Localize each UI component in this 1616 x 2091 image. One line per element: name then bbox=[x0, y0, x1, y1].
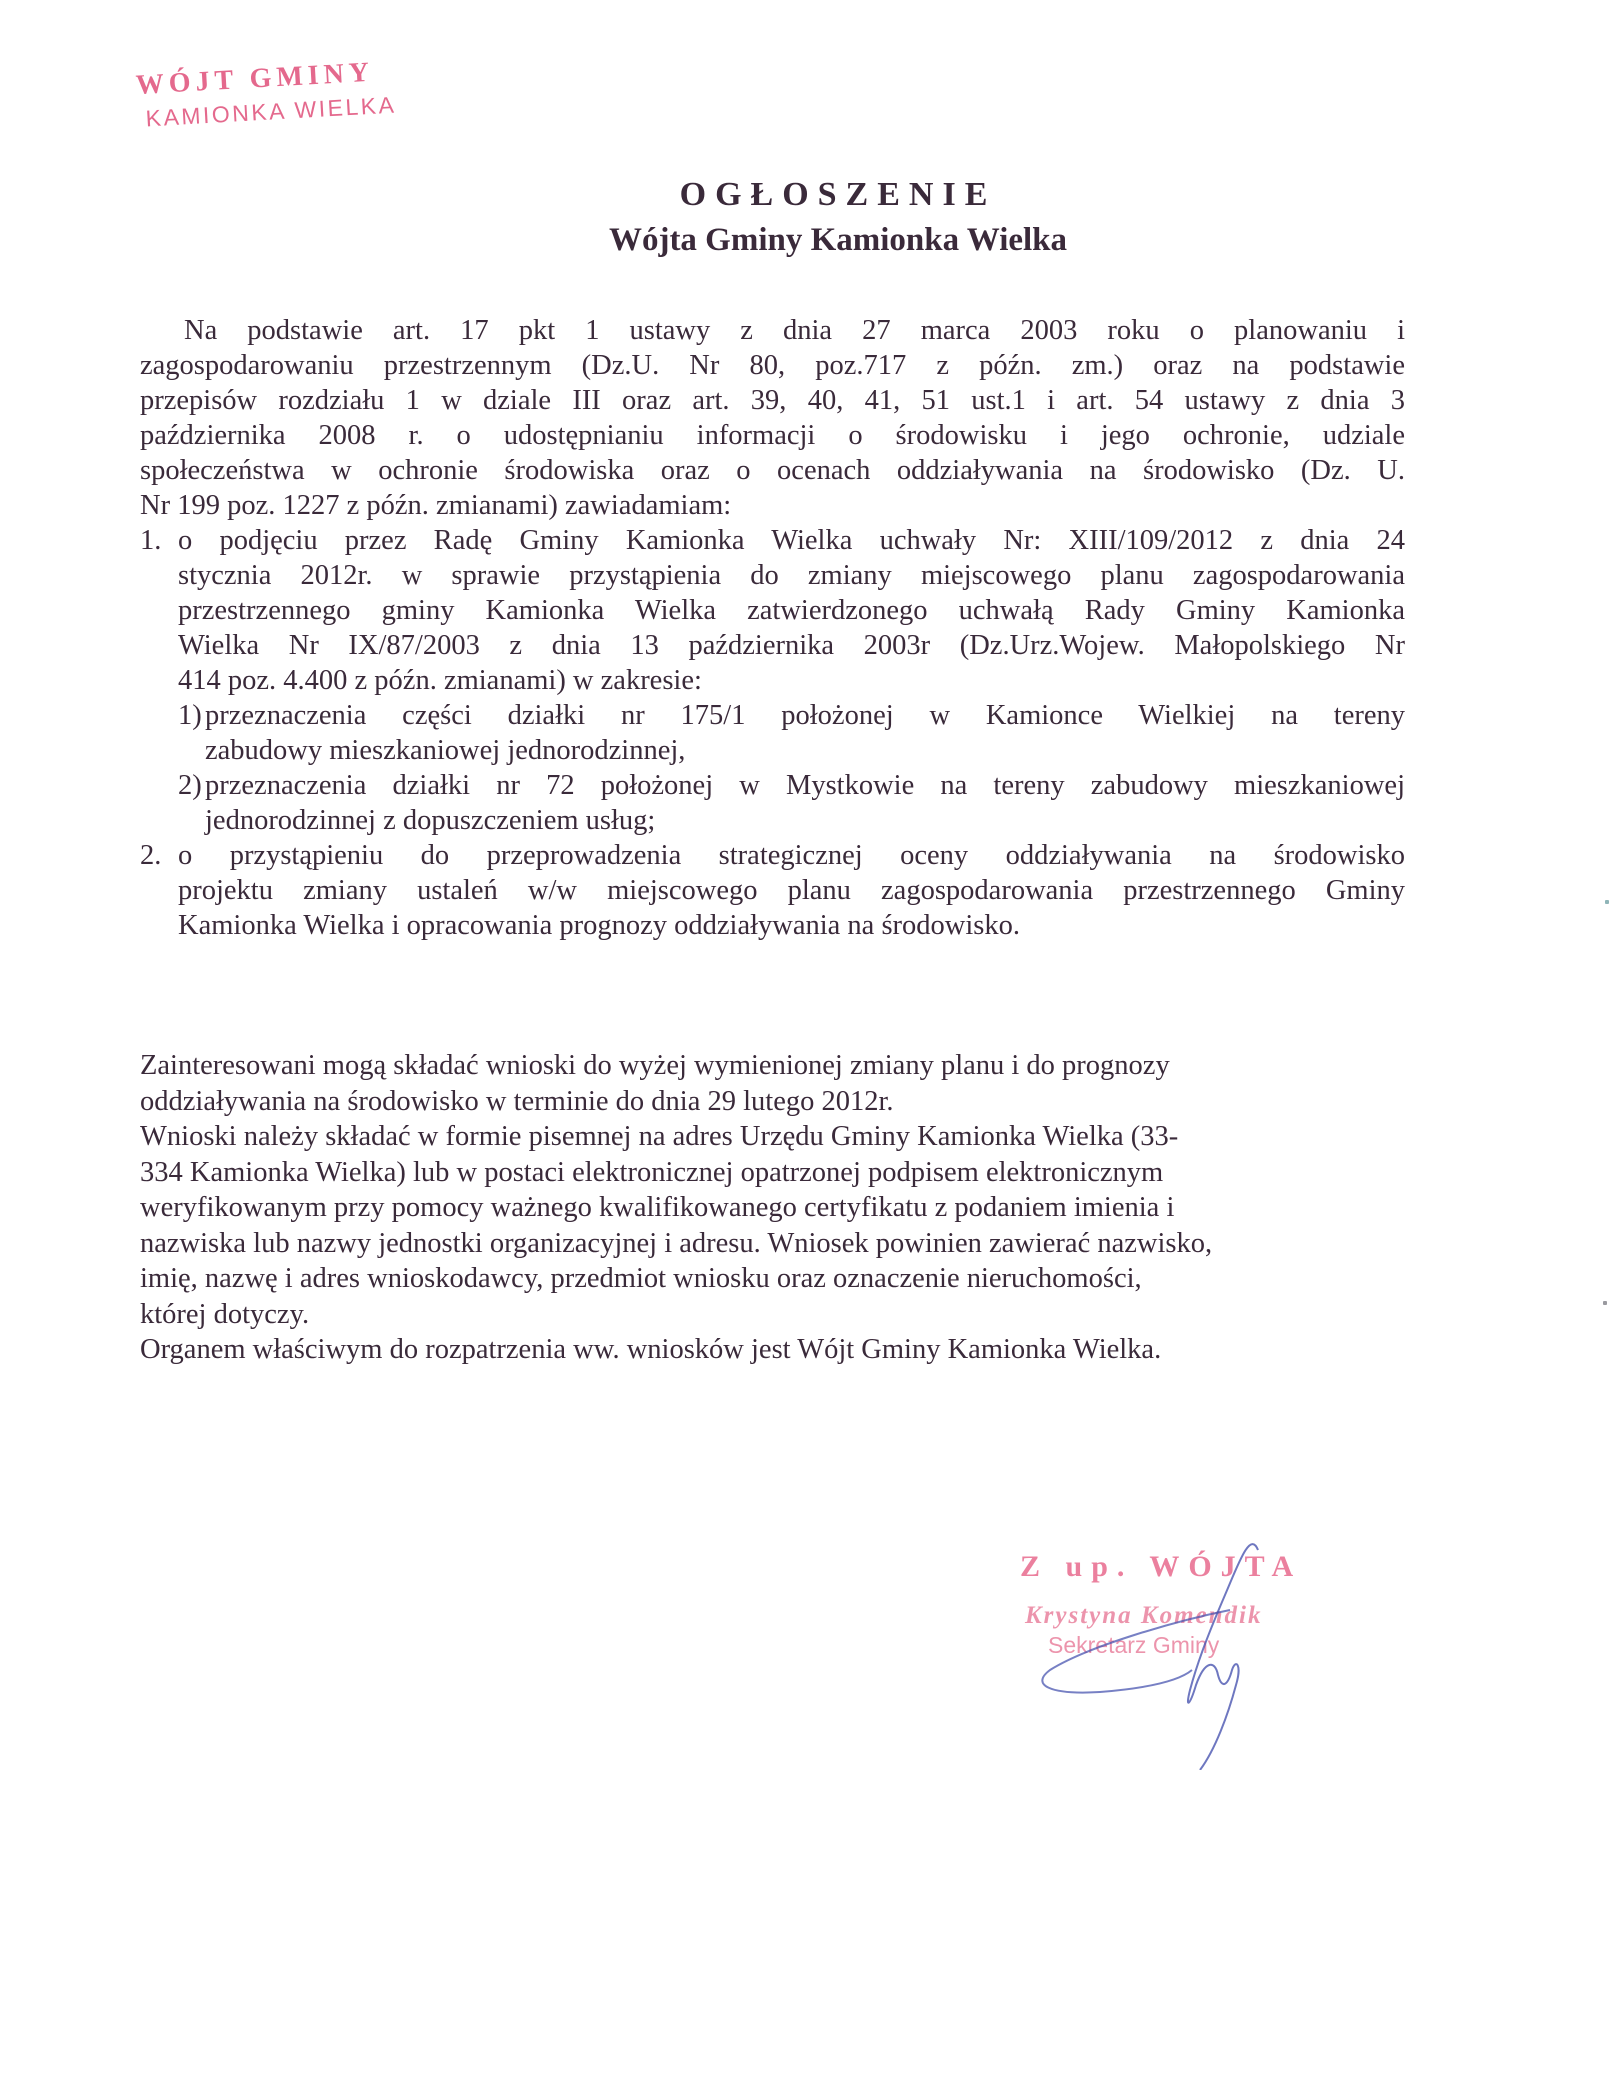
closing-line: której dotyczy. bbox=[140, 1298, 310, 1330]
closing-line: oddziaływania na środowisko w terminie do dnia 29 lutego 2012r. bbox=[140, 1085, 894, 1117]
sub-item-1 bbox=[140, 698, 1405, 768]
scan-speck bbox=[1603, 1301, 1607, 1305]
list-item-line: Wielka Nr IX/87/2003 z dnia 13 października 2003r (Dz.Urz.Wojew. Małopolskiego Nr bbox=[178, 630, 1405, 661]
sub-item-line: zabudowy mieszkaniowej jednorodzinnej, bbox=[205, 735, 686, 766]
list-item-number: 1. bbox=[140, 525, 162, 556]
signature-stamp-line-1: Z up. WÓJTA bbox=[1020, 1550, 1303, 1583]
list-item-2 bbox=[140, 838, 1405, 943]
signature-stamp-role: Sekretarz Gminy bbox=[1048, 1632, 1220, 1658]
list-item-line: o przystąpieniu do przeprowadzenia strategicznej oceny oddziaływania na środowisko bbox=[178, 840, 1405, 871]
closing-line: 334 Kamionka Wielka) lub w postaci elektronicznej opatrzonej podpisem elektronicznym bbox=[140, 1156, 1164, 1188]
stamp-line-2: KAMIONKA WIELKA bbox=[144, 91, 398, 132]
list-item-number: 2. bbox=[140, 840, 162, 871]
sub-item-line: przeznaczenia działki nr 72 położonej w Mystkowie na tereny zabudowy mieszkaniowej bbox=[205, 770, 1405, 801]
sub-item-2 bbox=[140, 768, 1405, 838]
list-item-line: o podjęciu przez Radę Gminy Kamionka Wielka uchwały Nr: XIII/109/2012 z dnia 24 bbox=[178, 525, 1405, 556]
closing-line: weryfikowanym przy pomocy ważnego kwalifikowanego certyfikatu z podaniem imienia i bbox=[140, 1192, 1175, 1223]
document-title: OGŁOSZENIE bbox=[679, 176, 997, 213]
closing-line: imię, nazwę i adres wnioskodawcy, przedmiot wniosku oraz oznaczenie nieruchomości, bbox=[140, 1263, 1142, 1294]
closing-line: Zainteresowani mogą składać wnioski do wyżej wymienionej zmiany planu i do prognozy bbox=[140, 1050, 1170, 1081]
announcement-body bbox=[140, 313, 1405, 943]
closing-section bbox=[140, 1048, 1405, 1368]
intro-line: października 2008 r. o udostępnianiu informacji o środowisku i jego ochronie, udziale bbox=[140, 420, 1405, 451]
sub-item-line: przeznaczenia części działki nr 175/1 położonej w Kamionce Wielkiej na tereny bbox=[205, 700, 1405, 731]
intro-line: społeczeństwa w ochronie środowiska oraz o ocenach oddziaływania na środowisko (Dz. U. bbox=[140, 455, 1405, 486]
sub-item-line: jednorodzinnej z dopuszczeniem usług; bbox=[205, 805, 656, 836]
list-item-line: projektu zmiany ustaleń w/w miejscowego planu zagospodarowania przestrzennego Gminy bbox=[178, 875, 1405, 906]
list-item-1 bbox=[140, 523, 1405, 838]
document-subtitle: Wójta Gminy Kamionka Wielka bbox=[608, 222, 1068, 258]
closing-line: Wnioski należy składać w formie pisemnej na adres Urzędu Gminy Kamionka Wielka (33- bbox=[140, 1121, 1179, 1152]
intro-line: przepisów rozdziału 1 w dziale III oraz art. 39, 40, 41, 51 ust.1 i art. 54 ustawy z dnia 3 bbox=[140, 385, 1405, 416]
signature-stamp-name: Krystyna Komendik bbox=[1025, 1602, 1263, 1629]
list-item-line: przestrzennego gminy Kamionka Wielka zatwierdzonego uchwałą Rady Gminy Kamionka bbox=[178, 595, 1405, 626]
sub-item-number: 1) bbox=[178, 700, 202, 731]
closing-line: Organem właściwym do rozpatrzenia ww. wniosków jest Wójt Gminy Kamionka Wielka. bbox=[140, 1334, 1162, 1365]
handwritten-signature-icon bbox=[1000, 1470, 1320, 1770]
sub-item-number: 2) bbox=[178, 770, 202, 801]
intro-line: zagospodarowaniu przestrzennym (Dz.U. Nr 80, poz.717 z późn. zm.) oraz na podstawie bbox=[140, 350, 1405, 381]
list-item-line: 414 poz. 4.400 z późn. zmianami) w zakresie: bbox=[178, 665, 702, 696]
list-item-line: stycznia 2012r. w sprawie przystąpienia do zmiany miejscowego planu zagospodarowania bbox=[178, 560, 1405, 591]
closing-line: nazwiska lub nazwy jednostki organizacyjnej i adresu. Wniosek powinien zawierać nazwisko, bbox=[140, 1227, 1213, 1259]
header-stamp bbox=[135, 56, 397, 133]
stamp-line-1: WÓJT GMINY bbox=[135, 56, 375, 101]
list-item-line: Kamionka Wielka i opracowania prognozy oddziaływania na środowisko. bbox=[178, 910, 1021, 941]
intro-line: Nr 199 poz. 1227 z późn. zmianami) zawiadamiam: bbox=[140, 490, 732, 521]
intro-line: Na podstawie art. 17 pkt 1 ustawy z dnia 27 marca 2003 roku o planowaniu i bbox=[184, 315, 1405, 346]
signature-block bbox=[1010, 1530, 1320, 1730]
scan-speck bbox=[1605, 900, 1609, 904]
